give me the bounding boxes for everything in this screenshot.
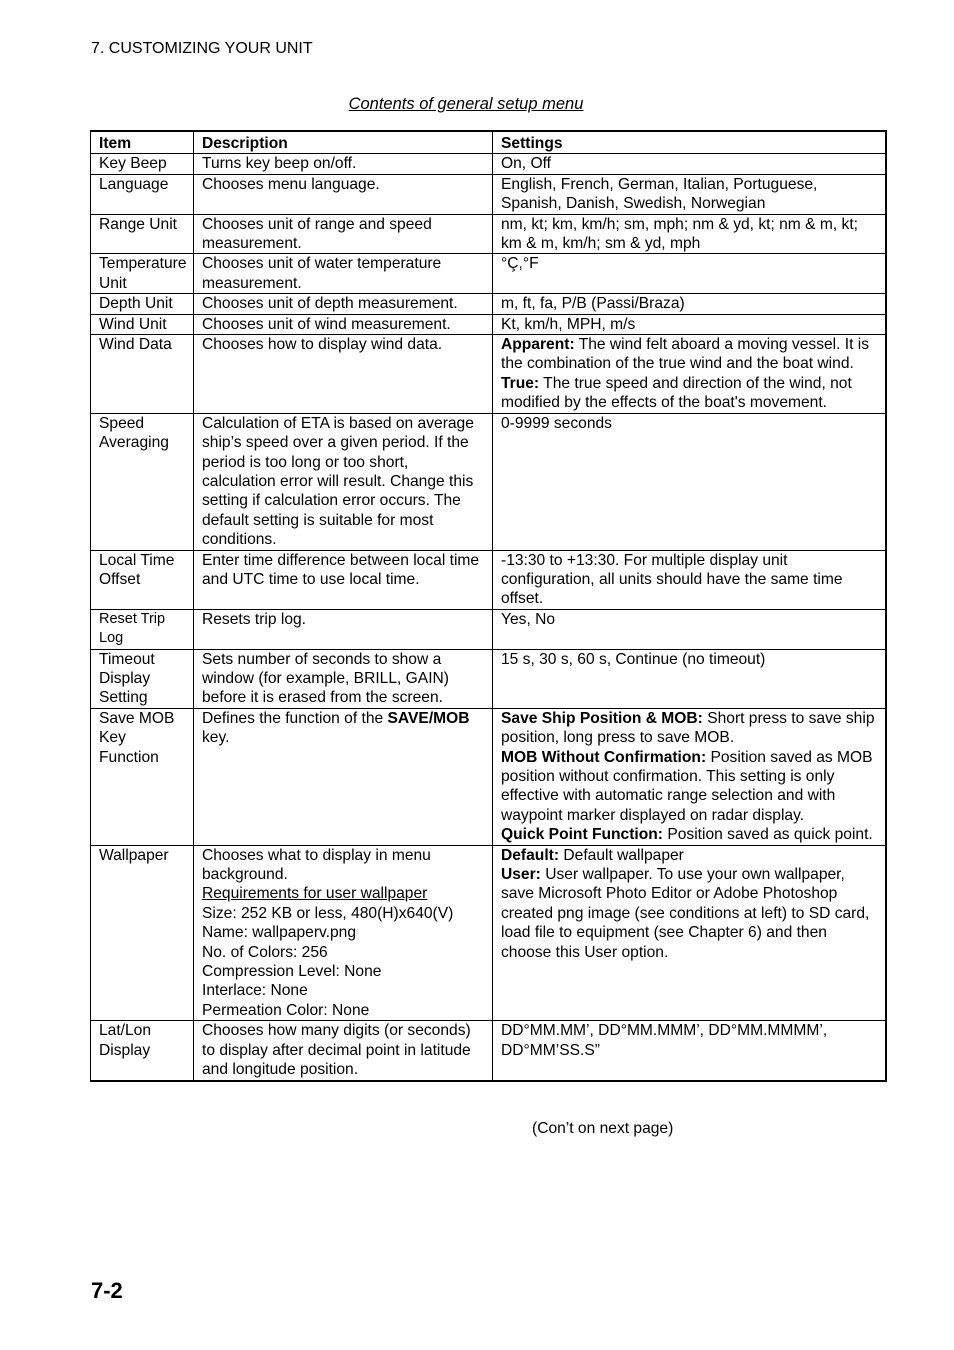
continued-note: (Con’t on next page) xyxy=(532,1120,674,1137)
wallpaper-option-label: User: xyxy=(501,866,541,884)
wallpaper-desc-line: Chooses what to display in menu background. xyxy=(202,846,431,884)
wind-true-label: True: xyxy=(501,374,540,392)
description-cell: Chooses how to display wind data. xyxy=(194,335,493,414)
item-cell: Wind Unit xyxy=(91,314,194,334)
mob-option-text: Position saved as MOB position without confirmation. This setting is only effective with automatic range selection and with waypoint marker displayed on radar display. xyxy=(501,748,873,824)
item-cell: Save MOB Key Function xyxy=(91,708,194,845)
wind-true-text: The true speed and direction of the wind, not modified by the effects of the boat's movement. xyxy=(501,374,852,412)
table-row xyxy=(91,314,887,334)
item-cell: Depth Unit xyxy=(91,294,194,314)
mob-option-label: MOB Without Confirmation: xyxy=(501,748,707,766)
table-row xyxy=(91,845,887,1021)
wallpaper-desc-line: Compression Level: None xyxy=(202,963,382,981)
item-cell: Speed Averaging xyxy=(91,413,194,550)
description-cell: Chooses unit of depth measurement. xyxy=(194,294,493,314)
table-row xyxy=(91,174,887,214)
mob-desc-text: Defines the function of the xyxy=(202,709,388,727)
header-settings: Settings xyxy=(493,131,887,154)
settings-cell: m, ft, fa, P/B (Passi/Braza) xyxy=(493,294,887,314)
table-row xyxy=(91,649,887,708)
table-header-row xyxy=(91,131,887,154)
wallpaper-option-label: Default: xyxy=(501,846,560,864)
item-cell: Wind Data xyxy=(91,335,194,414)
settings-cell: DD°MM.MM’, DD°MM.MMM’, DD°MM.MMMM’, DD°MM’SS.S” xyxy=(493,1021,887,1081)
wind-apparent-text: The wind felt aboard a moving vessel. It is the combination of the true wind and the boat wind. xyxy=(501,336,870,373)
wallpaper-desc-line: Name: wallpaperv.png xyxy=(202,924,356,942)
settings-cell: 0-9999 seconds xyxy=(493,413,887,550)
mob-option-text: Position saved as quick point. xyxy=(663,826,873,844)
item-cell: Local Time Offset xyxy=(91,550,194,609)
mob-option-text: Short press to save ship position, long press to save MOB. xyxy=(501,709,875,747)
wallpaper-option-text: User wallpaper. To use your own wallpaper, save Microsoft Photo Editor or Adobe Photoshop created png image (see conditions at left) to SD card, load file to equipment (see Chapter 6) and then choose this User option. xyxy=(501,866,870,961)
description-cell: Sets number of seconds to show a window (for example, BRILL, GAIN) before it is erased from the screen. xyxy=(194,649,493,708)
page-number: 7-2 xyxy=(91,1278,123,1303)
item-cell: Wallpaper xyxy=(91,845,194,1021)
item-cell: Timeout Display Setting xyxy=(91,649,194,708)
mob-key-name: SAVE/MOB xyxy=(387,709,470,727)
settings-cell: On, Off xyxy=(493,154,887,174)
wallpaper-option-text: Default wallpaper xyxy=(559,846,684,864)
wallpaper-requirements-heading: Requirements for user wallpaper xyxy=(202,885,428,903)
mob-option-label: Save Ship Position & MOB: xyxy=(501,709,703,727)
item-cell: Reset Trip Log xyxy=(91,609,194,649)
header-description: Description xyxy=(194,131,493,154)
general-setup-table xyxy=(90,130,887,1082)
description-cell: Chooses how many digits (or seconds) to display after decimal point in latitude and longitude position. xyxy=(194,1021,493,1081)
item-cell: Lat/Lon Display xyxy=(91,1021,194,1081)
settings-cell: Yes, No xyxy=(493,609,887,649)
settings-cell xyxy=(493,845,887,1021)
item-cell: Temperature Unit xyxy=(91,254,194,294)
table-row xyxy=(91,254,887,294)
settings-cell: °Ç,°F xyxy=(493,254,887,294)
description-cell: Turns key beep on/off. xyxy=(194,154,493,174)
mob-option-label: Quick Point Function: xyxy=(501,826,663,844)
settings-cell: English, French, German, Italian, Portuguese, Spanish, Danish, Swedish, Norwegian xyxy=(493,174,887,214)
table-row xyxy=(91,214,887,254)
table-row xyxy=(91,335,887,414)
wallpaper-option xyxy=(501,865,879,962)
wallpaper-desc-line: Permeation Color: None xyxy=(202,1001,370,1019)
table-caption: Contents of general setup menu xyxy=(348,95,584,113)
description-cell: Chooses menu language. xyxy=(194,174,493,214)
settings-cell: nm, kt; km, km/h; sm, mph; nm & yd, kt; nm & m, kt; km & m, km/h; sm & yd, mph xyxy=(493,214,887,254)
mob-option xyxy=(501,748,879,826)
item-cell: Range Unit xyxy=(91,214,194,254)
table-row xyxy=(91,1021,887,1081)
settings-cell: 15 s, 30 s, 60 s, Continue (no timeout) xyxy=(493,649,887,708)
header-item: Item xyxy=(91,131,194,154)
wallpaper-desc-line: Size: 252 KB or less, 480(H)x640(V) xyxy=(202,904,454,922)
table-row xyxy=(91,154,887,174)
settings-cell: -13:30 to +13:30. For multiple display unit configuration, all units should have the same time offset. xyxy=(493,550,887,609)
description-cell: Chooses unit of range and speed measurement. xyxy=(194,214,493,254)
table-row xyxy=(91,708,887,845)
description-cell: Chooses unit of water temperature measurement. xyxy=(194,254,493,294)
description-cell: Enter time difference between local time and UTC time to use local time. xyxy=(194,550,493,609)
description-cell xyxy=(194,708,493,845)
table-row xyxy=(91,413,887,550)
running-header: 7. CUSTOMIZING YOUR UNIT xyxy=(91,40,313,57)
table-row xyxy=(91,609,887,649)
wind-apparent-label: Apparent: xyxy=(501,336,575,354)
description-cell: Resets trip log. xyxy=(194,609,493,649)
item-cell: Key Beep xyxy=(91,154,194,174)
item-cell: Language xyxy=(91,174,194,214)
settings-cell: Kt, km/h, MPH, m/s xyxy=(493,314,887,334)
wallpaper-desc-line: No. of Colors: 256 xyxy=(202,943,328,961)
mob-desc-end: key. xyxy=(202,729,230,747)
mob-option xyxy=(501,825,879,844)
description-cell xyxy=(194,845,493,1021)
mob-option xyxy=(501,709,879,748)
wallpaper-option xyxy=(501,846,879,865)
settings-cell xyxy=(493,708,887,845)
table-row xyxy=(91,550,887,609)
description-cell: Chooses unit of wind measurement. xyxy=(194,314,493,334)
wallpaper-desc-line: Interlace: None xyxy=(202,982,308,1000)
settings-cell xyxy=(493,335,887,414)
description-cell: Calculation of ETA is based on average ship’s speed over a given period. If the period is too long or too short, calculation error will result. Change this setting if calculation error occurs. The default setting is suitable for most conditions. xyxy=(194,413,493,550)
table-row xyxy=(91,294,887,314)
